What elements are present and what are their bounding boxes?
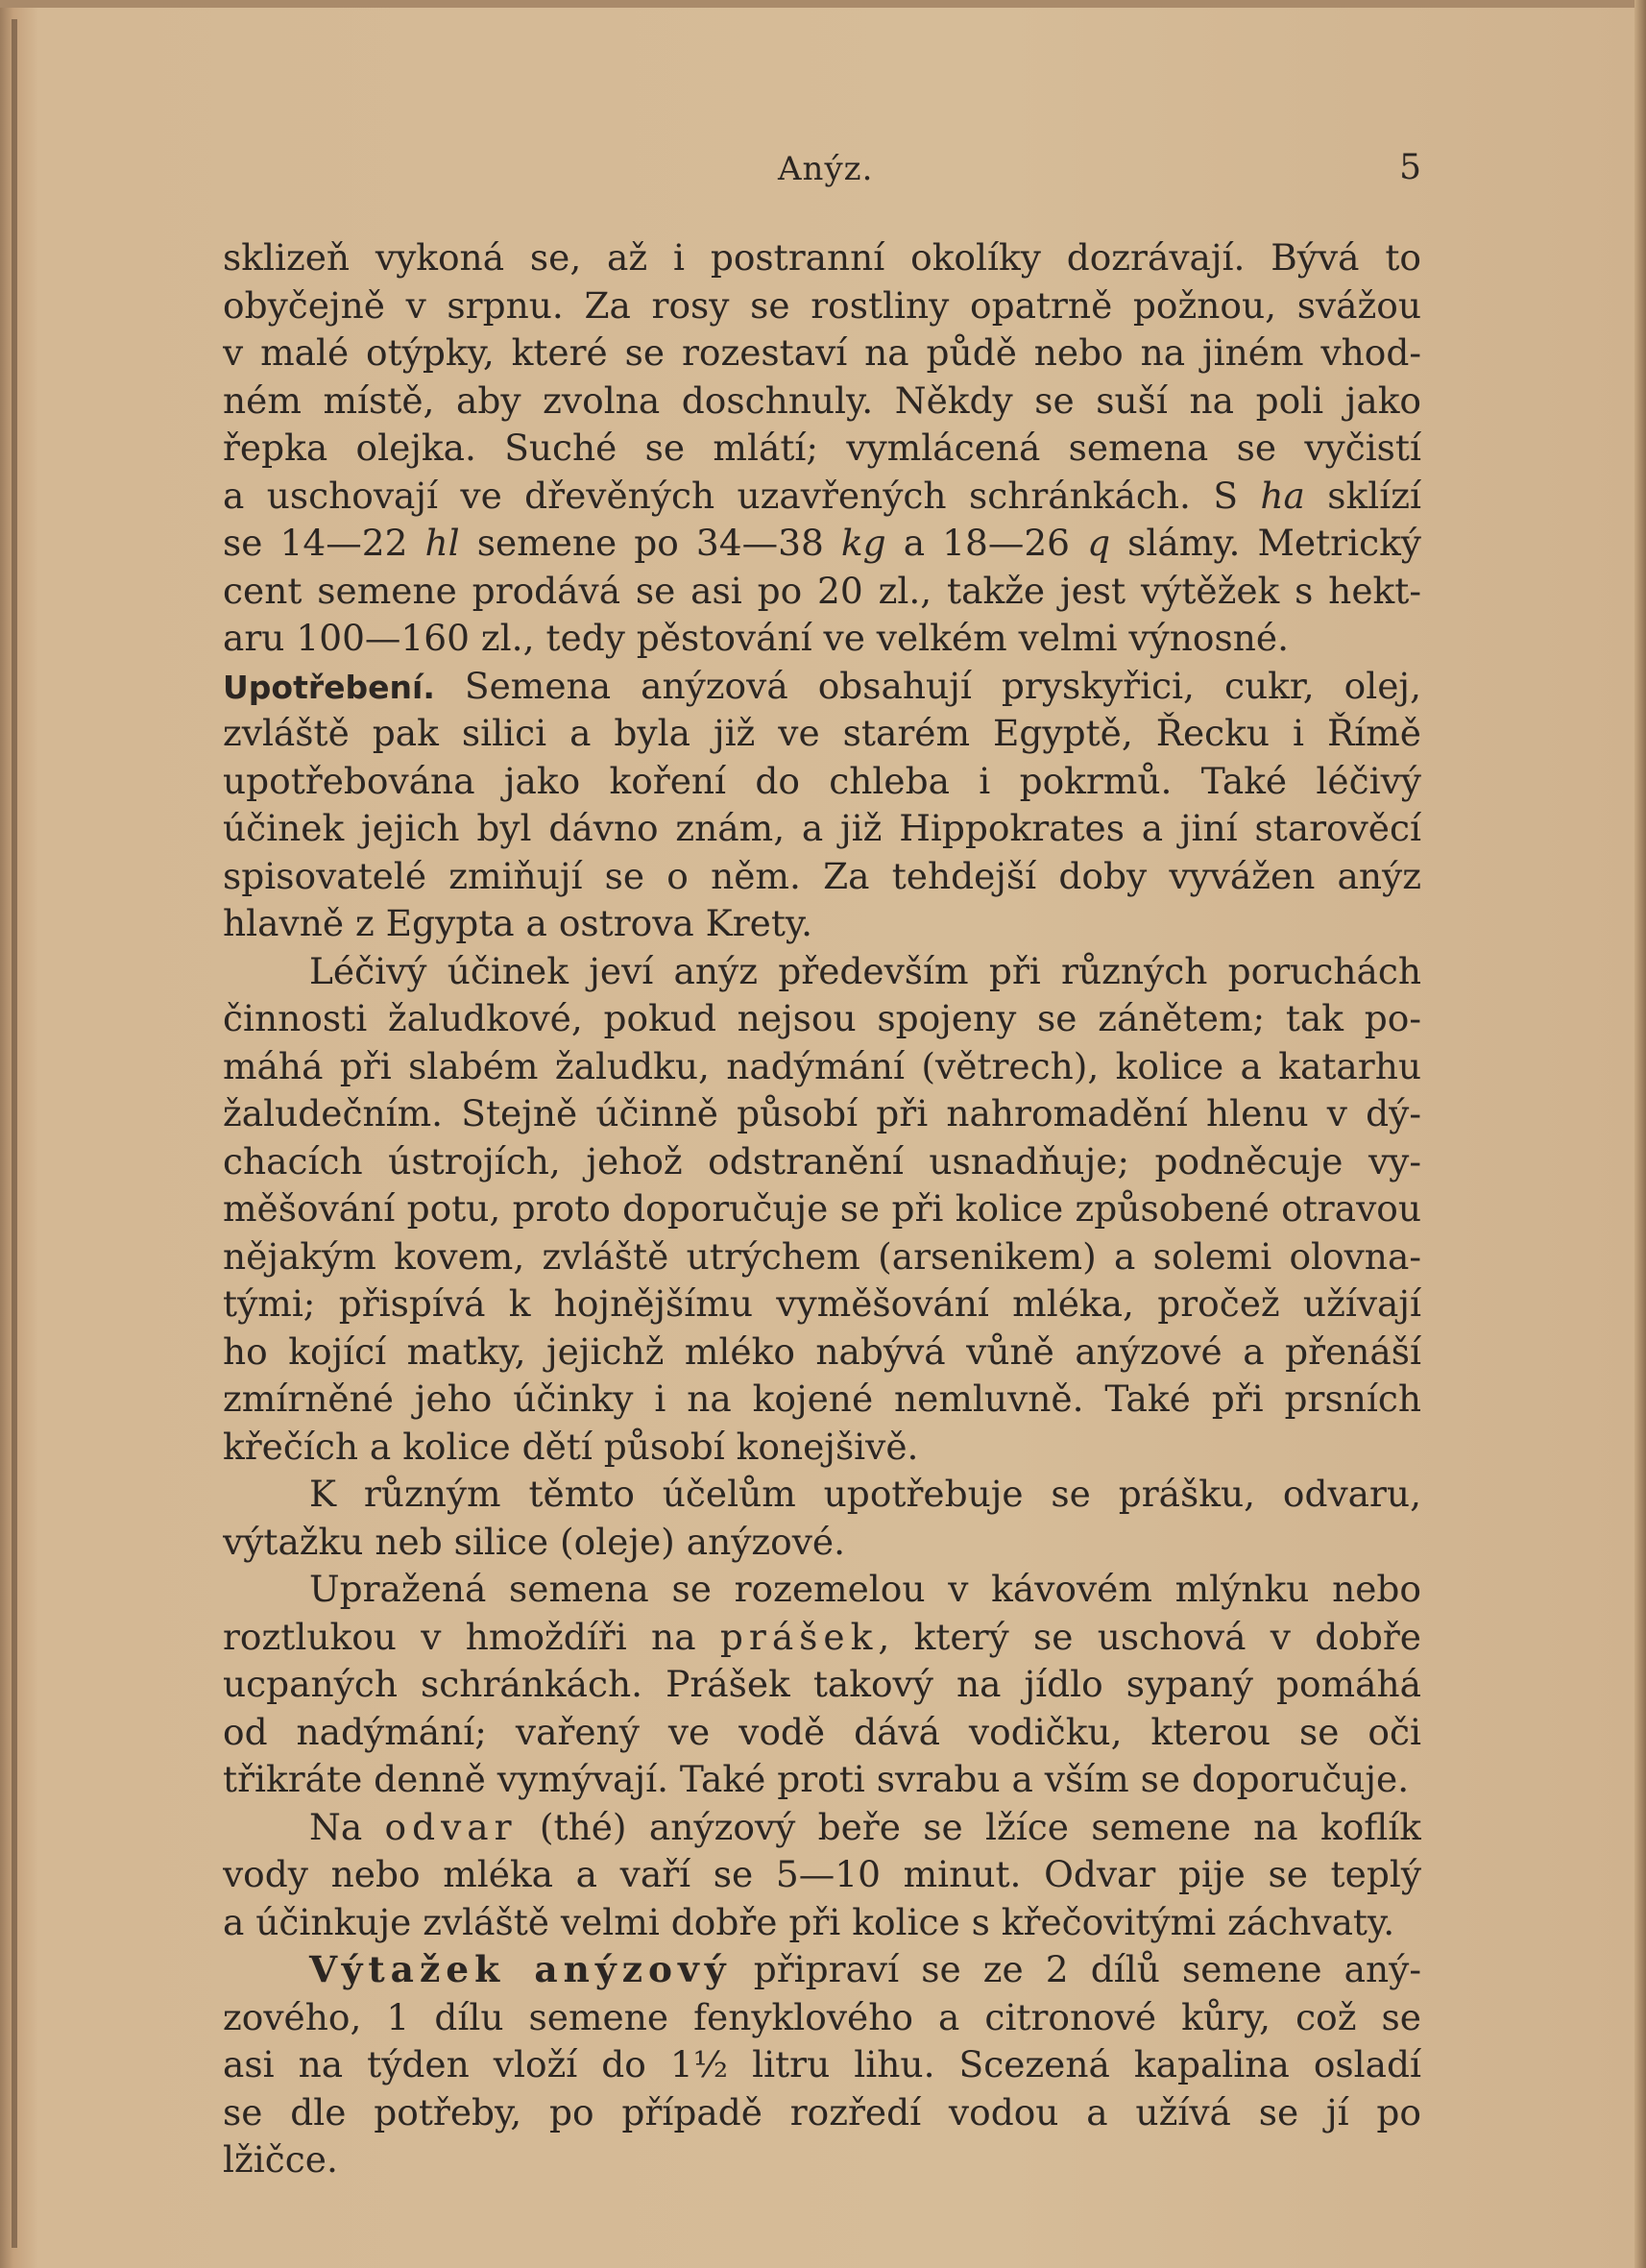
body-text: [223, 234, 1421, 2184]
page-top-edge: [0, 0, 1646, 8]
text-line: K různým těmto účelům upotřebuje se prášku, odvaru,: [309, 1473, 1421, 1515]
text-line: a účinkuje zvláště velmi dobře při kolice s křečovitými záchvaty.: [223, 1900, 1395, 1943]
text-run: sklízí: [1304, 474, 1421, 517]
text-line: účinek jejich byl dávno znám, a již Hippokrates a jiní starověcí: [223, 807, 1421, 849]
text-line: chacích ústrojích, jehož odstranění usnadňuje; podněcuje vy-: [223, 1139, 1421, 1183]
text-line: aru 100—160 zl., tedy pěstování ve velkém velmi výnosné.: [223, 617, 1290, 659]
text-line: činnosti žaludkové, pokud nejsou spojeny se zánětem; tak po-: [223, 997, 1421, 1039]
text-run: a uschovají ve dřevěných uzavřených schránkách. S: [223, 474, 1261, 517]
text-line: [223, 1614, 1421, 1662]
text-line: Léčivý účinek jeví anýz především při různých poruchách: [309, 949, 1421, 992]
emphasis-odvar: odvar: [384, 1805, 518, 1848]
text-line: sklizeň vykoná se, až i postranní okolíky dozrávají. Bývá to: [223, 236, 1421, 279]
text-line: [223, 473, 1421, 521]
text-line: od nadýmání; vařený ve vodě dává vodičku, kterou se oči: [223, 1710, 1421, 1753]
text-line: křečích a kolice dětí působí konejšivě.: [223, 1425, 919, 1468]
text-line: vody nebo mléka a vaří se 5—10 minut. Odvar pije se teplý: [223, 1853, 1421, 1895]
text-run: Na: [309, 1805, 385, 1848]
text-line: Upražená semena se rozemelou v kávovém mlýnku nebo: [309, 1568, 1421, 1610]
text-run: připraví se ze 2 dílů semene aný-: [731, 1948, 1421, 1990]
text-line: řepka olejka. Suché se mlátí; vymlácená semena se vyčistí: [223, 427, 1421, 469]
text-line: ném místě, aby zvolna doschnuly. Někdy se suší na poli jako: [223, 378, 1421, 422]
section-heading: Upotřebení.: [223, 668, 435, 706]
text-line: výtažku neb silice (oleje) anýzové.: [223, 1520, 846, 1563]
emphasis-prasek: prášek: [719, 1615, 879, 1658]
unit-ha: ha: [1260, 474, 1305, 517]
text-line: asi na týden vloží do 1½ litru lihu. Scezená kapalina osladí: [223, 2043, 1421, 2085]
text-line: hlavně z Egypta a ostrova Krety.: [223, 902, 813, 944]
unit-q: q: [1087, 522, 1111, 564]
text-run: se 14—22: [223, 522, 425, 564]
text-line: cent semene prodává se asi po 20 zl., takže jest výtěžek s hekt-: [223, 569, 1421, 612]
text-line: [223, 1804, 1421, 1852]
text-line: třikráte denně vymývají. Také proti svrabu a vším se doporučuje.: [223, 1758, 1410, 1800]
page-header: [223, 144, 1421, 202]
text-line: lžičce.: [223, 2138, 338, 2181]
text-line: máhá při slabém žaludku, nadýmání (větrech), kolice a katarhu: [223, 1044, 1421, 1087]
text-line: [223, 663, 1421, 711]
text-line: žaludečním. Stejně účinně působí při nahromadění hlenu v dý-: [223, 1092, 1421, 1134]
text-run: roztlukou v hmoždíři na: [223, 1615, 720, 1658]
running-head: Anýz.: [778, 150, 874, 188]
text-line: měšování potu, proto doporučuje se při kolice způsobené otravou: [223, 1187, 1421, 1230]
text-line: [223, 1946, 1421, 1994]
text-line: ho kojící matky, jejichž mléko nabývá vůně anýzové a přenáší: [223, 1329, 1421, 1373]
unit-hl: hl: [424, 522, 460, 564]
text-line: zmírněné jeho účinky i na kojené nemluvně. Také při prsních: [223, 1378, 1421, 1420]
text-line: ucpaných schránkách. Prášek takový na jídlo sypaný pomáhá: [223, 1663, 1421, 1705]
text-run: (thé) anýzový beře se lžíce semene na koflík: [517, 1805, 1421, 1848]
text-line: zvláště pak silici a byla již ve starém Egyptě, Řecku i Římě: [223, 712, 1421, 754]
text-line: obyčejně v srpnu. Za rosy se rostliny opatrně požnou, svážou: [223, 283, 1421, 327]
text-line: tými; přispívá k hojnějšímu vyměšování mléka, pročež užívají: [223, 1282, 1421, 1325]
text-line: v malé otýpky, které se rozestaví na půdě nebo na jiném vhod-: [223, 331, 1421, 374]
text-line: spisovatelé zmiňují se o něm. Za tehdejší doby vyvážen anýz: [223, 854, 1421, 897]
unit-kg: kg: [840, 522, 886, 564]
text-run: Semena anýzová obsahují pryskyřici, cukr, olej,: [434, 664, 1421, 707]
text-run: , který se uschová v dobře: [878, 1615, 1421, 1658]
text-run: semene po 34—38: [459, 522, 841, 564]
emphasis-vytazek: Výtažek anýzový: [309, 1948, 732, 1990]
text-line: zového, 1 dílu semene fenyklového a citronové kůry, což se: [223, 1995, 1421, 2038]
binding-edge: [12, 19, 17, 2248]
text-line: [223, 520, 1421, 568]
page-number: 5: [1399, 148, 1421, 187]
text-run: a 18—26: [885, 522, 1088, 564]
text-line: se dle potřeby, po případě rozředí vodou a užívá se jí po: [223, 2090, 1421, 2134]
text-line: nějakým kovem, zvláště utrýchem (arsenikem) a solemi olovna-: [223, 1234, 1421, 1278]
text-line: upotřebována jako koření do chleba i pokrmů. Také léčivý: [223, 759, 1421, 802]
page-right-edge: [1634, 0, 1646, 2268]
text-run: slámy. Metrický: [1110, 522, 1421, 564]
